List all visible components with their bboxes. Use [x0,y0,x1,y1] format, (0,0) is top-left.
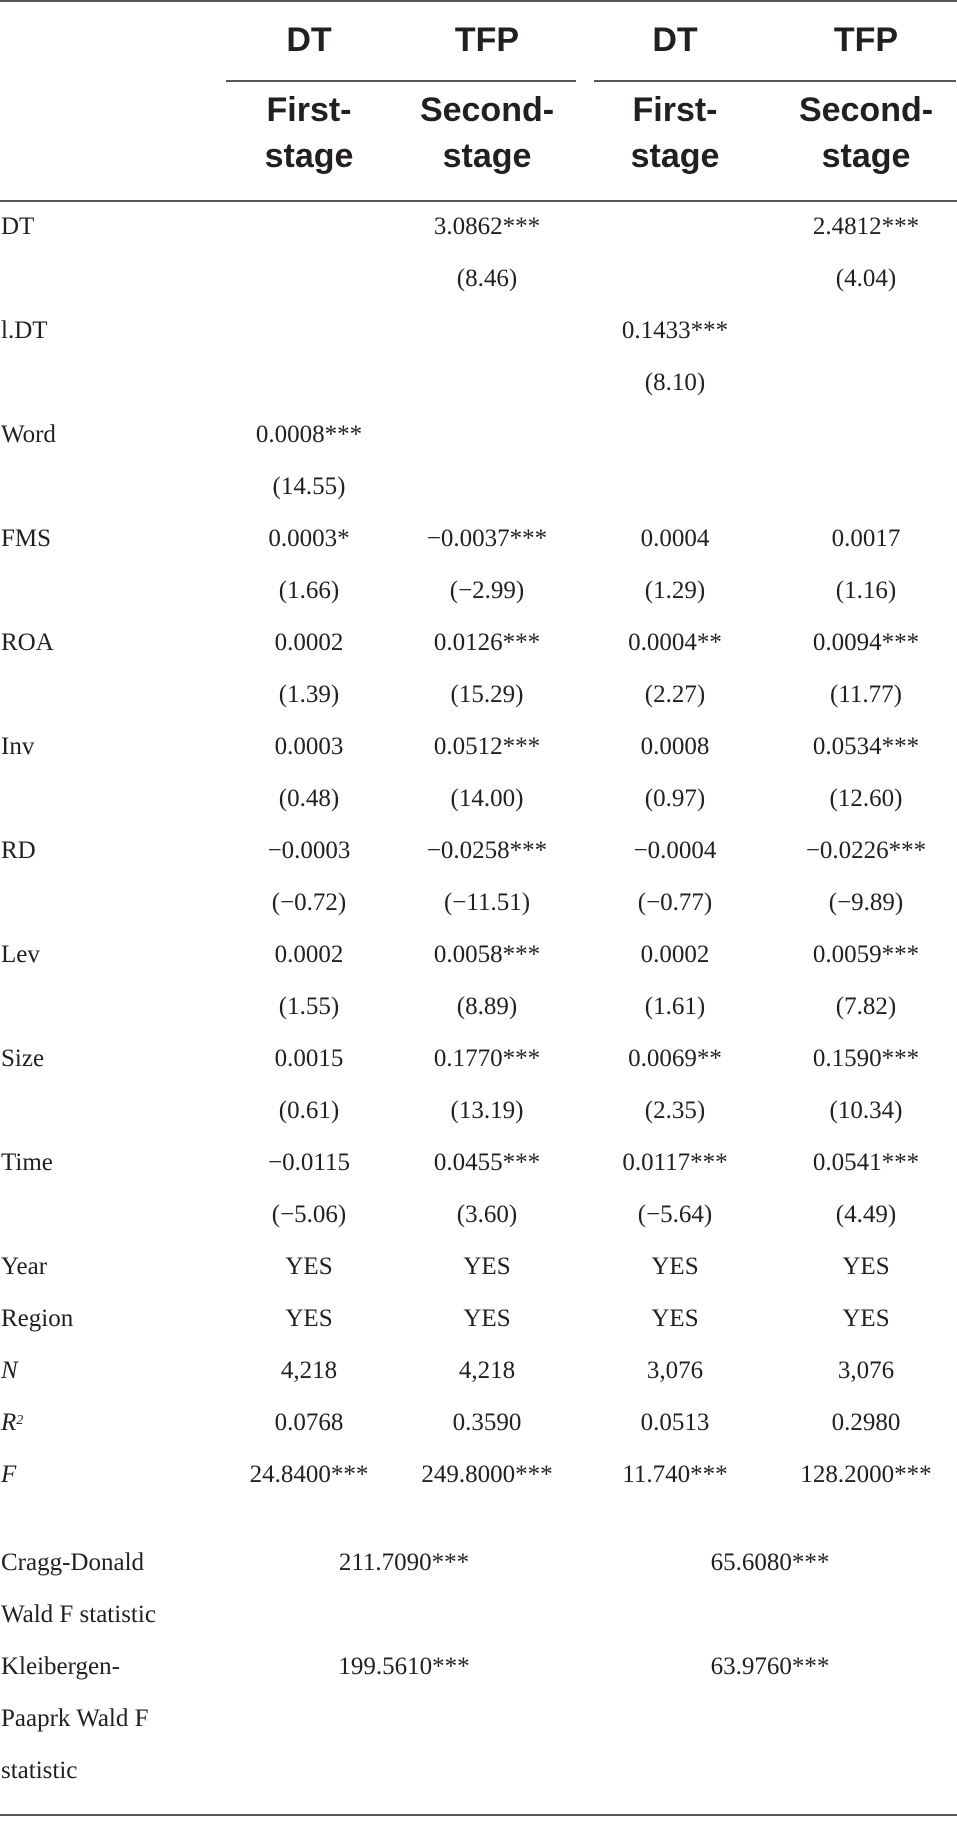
tstat-cell: (2.27) [644,681,706,708]
column-stage-header: stage [821,137,911,175]
tstat-cell: (1.66) [278,577,340,604]
tstat-cell: (−0.72) [271,889,347,916]
summary-label [1,1408,23,1438]
row-label: Size [1,1045,45,1072]
superscript: 2 [16,1413,24,1428]
summary-label-text: N [1,1357,18,1384]
summary-value: 4,218 [280,1357,338,1384]
coefficient-cell: 0.0002 [640,941,710,968]
column-stage-header: stage [442,137,532,175]
tstat-cell: (14.55) [272,473,346,500]
test-statistic-value: 63.9760*** [710,1653,830,1680]
column-group-header: TFP [833,21,899,59]
summary-value: 4,218 [458,1357,516,1384]
test-label-line: Paaprk Wald F [1,1705,149,1732]
coefficient-cell: 0.0541*** [812,1149,920,1176]
row-label: Word [1,421,56,448]
coefficient-cell: 0.0002 [274,629,344,656]
tstat-cell: (11.77) [830,681,902,708]
summary-value: 11.740*** [622,1461,728,1488]
summary-label [1,1460,16,1490]
coefficient-cell: 0.0008 [640,733,710,760]
column-group-header: DT [286,21,332,59]
summary-value: 0.2980 [831,1409,901,1436]
coefficient-cell: 0.0069** [628,1045,722,1072]
coefficient-cell: −0.0004 [633,837,717,864]
summary-value: YES [463,1305,511,1332]
summary-value: 3,076 [646,1357,704,1384]
tstat-cell: (8.89) [456,993,518,1020]
column-stage-header: Second- [419,91,555,129]
tstat-cell: (4.04) [835,265,897,292]
summary-label-text: Region [1,1305,74,1332]
tstat-cell: (0.48) [278,785,340,812]
coefficient-cell: 0.0003* [268,525,350,552]
tstat-cell: (8.46) [456,265,518,292]
coefficient-cell: 0.0015 [274,1045,344,1072]
coefficient-cell: 3.0862*** [433,213,541,240]
summary-value: 0.3590 [452,1409,522,1436]
tstat-cell: (14.00) [450,785,524,812]
coefficient-cell: 0.0455*** [433,1149,541,1176]
tstat-cell: (−5.64) [637,1201,713,1228]
group-rule-right [594,80,956,82]
coefficient-cell: 0.0004** [628,629,722,656]
header-bottom-rule [0,200,957,202]
test-statistic-value: 65.6080*** [710,1549,830,1576]
row-label: RD [1,837,36,864]
summary-value: YES [285,1305,333,1332]
coefficient-cell: 0.0003 [274,733,344,760]
summary-label [1,1304,73,1334]
tstat-cell: (−11.51) [443,889,531,916]
summary-value: YES [463,1253,511,1280]
coefficient-cell: 0.0004 [640,525,710,552]
coefficient-cell: 0.0117*** [622,1149,728,1176]
summary-label-text: R [1,1409,17,1436]
tstat-cell: (1.16) [835,577,897,604]
column-group-header: TFP [454,21,520,59]
coefficient-cell: 0.0059*** [812,941,920,968]
tstat-cell: (1.61) [644,993,706,1020]
coefficient-cell: 0.0094*** [812,629,920,656]
coefficient-cell: 0.0058*** [433,941,541,968]
summary-value: 0.0513 [640,1409,710,1436]
column-stage-header: First- [266,91,352,129]
tstat-cell: (−2.99) [449,577,525,604]
tstat-cell: (1.39) [278,681,340,708]
row-label: DT [1,213,35,240]
summary-value: YES [842,1305,890,1332]
test-label-line: Cragg-Donald [1,1549,145,1576]
top-rule [0,0,957,2]
tstat-cell: (7.82) [835,993,897,1020]
coefficient-cell: 0.1433*** [621,317,729,344]
summary-value: 0.0768 [274,1409,344,1436]
column-stage-header: stage [264,137,354,175]
summary-label [1,1252,47,1282]
summary-value: YES [285,1253,333,1280]
row-label: Inv [1,733,35,760]
test-statistic-value: 211.7090*** [338,1549,470,1576]
column-group-header: DT [652,21,698,59]
coefficient-cell: −0.0226*** [805,837,927,864]
tstat-cell: (4.49) [835,1201,897,1228]
coefficient-cell: −0.0037*** [426,525,548,552]
coefficient-cell: −0.0115 [268,1149,350,1176]
column-stage-header: Second- [798,91,934,129]
row-label: Lev [1,941,40,968]
row-label: l.DT [1,317,48,344]
tstat-cell: (1.55) [278,993,340,1020]
coefficient-cell: 0.0126*** [433,629,541,656]
summary-value: YES [842,1253,890,1280]
summary-label-text: F [1,1461,17,1488]
test-label-line: statistic [1,1757,78,1784]
tstat-cell: (12.60) [829,785,903,812]
summary-value: 128.2000*** [800,1461,932,1488]
row-label: Time [1,1149,53,1176]
coefficient-cell: 0.0512*** [433,733,541,760]
test-label-line: Kleibergen- [1,1653,120,1680]
coefficient-cell: 0.0008*** [255,421,363,448]
summary-value: 249.8000*** [421,1461,553,1488]
row-label: ROA [1,629,54,656]
coefficient-cell: 0.1770*** [433,1045,541,1072]
tstat-cell: (15.29) [450,681,524,708]
row-label: FMS [1,525,52,552]
tstat-cell: (1.29) [644,577,706,604]
tstat-cell: (3.60) [456,1201,518,1228]
test-statistic-value: 199.5610*** [338,1653,470,1680]
tstat-cell: (13.19) [450,1097,524,1124]
column-stage-header: stage [630,137,720,175]
summary-value: YES [651,1305,699,1332]
summary-label-text: Year [1,1253,48,1280]
coefficient-cell: −0.0003 [267,837,351,864]
tstat-cell: (−0.77) [637,889,713,916]
summary-value: YES [651,1253,699,1280]
bottom-rule [0,1814,957,1816]
summary-value: 24.8400*** [249,1461,369,1488]
summary-label [1,1356,18,1386]
tstat-cell: (0.97) [644,785,706,812]
coefficient-cell: 0.0002 [274,941,344,968]
summary-value: 3,076 [837,1357,895,1384]
column-stage-header: First- [632,91,718,129]
tstat-cell: (8.10) [644,369,706,396]
group-rule-left [226,80,576,82]
coefficient-cell: 0.1590*** [812,1045,920,1072]
tstat-cell: (0.61) [278,1097,340,1124]
coefficient-cell: 2.4812*** [812,213,920,240]
tstat-cell: (2.35) [644,1097,706,1124]
tstat-cell: (10.34) [829,1097,903,1124]
tstat-cell: (−9.89) [828,889,904,916]
coefficient-cell: 0.0534*** [812,733,920,760]
tstat-cell: (−5.06) [271,1201,347,1228]
coefficient-cell: −0.0258*** [426,837,548,864]
test-label-line: Wald F statistic [1,1601,156,1628]
coefficient-cell: 0.0017 [831,525,901,552]
